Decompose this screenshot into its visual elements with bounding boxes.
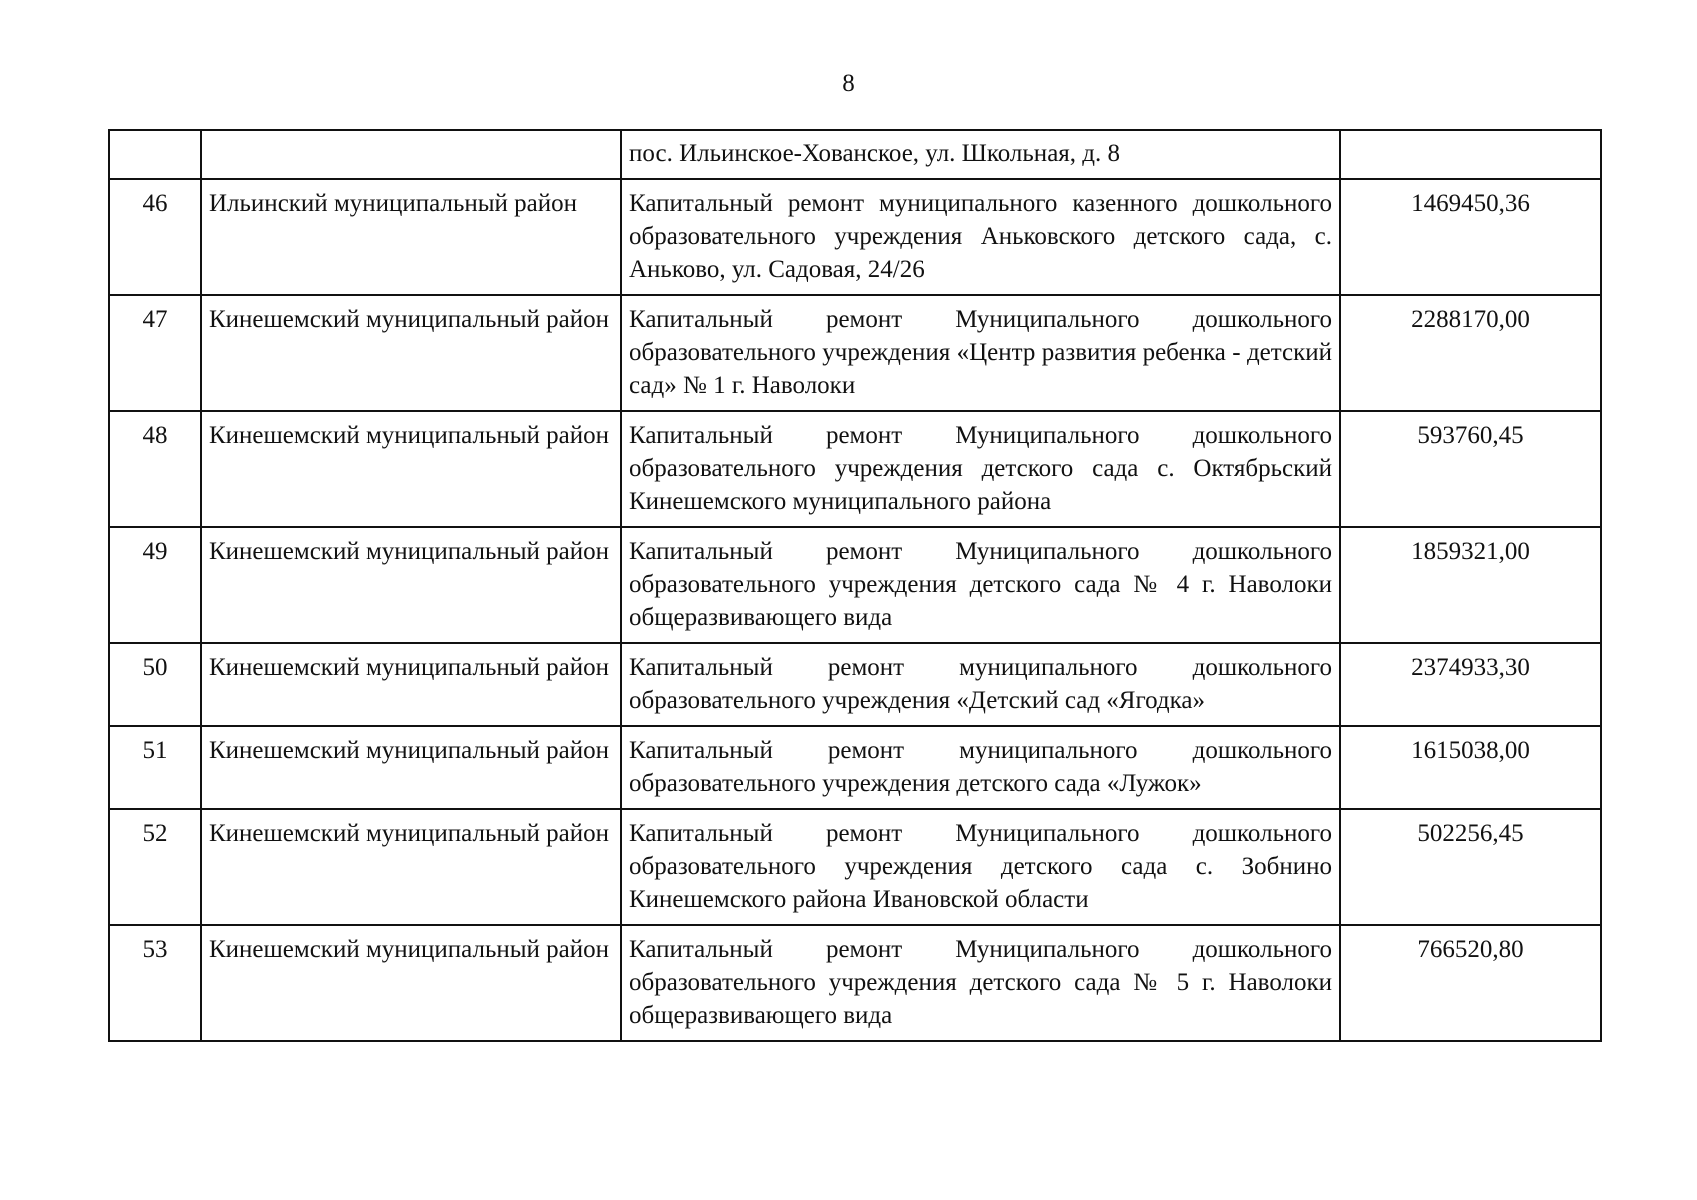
description-cell: Капитальный ремонт Муниципального дошкольного образовательного учреждения детского сада с. Октябрьский Кинешемского муниципального района — [621, 411, 1340, 527]
description-cell: Капитальный ремонт муниципального дошкольного образовательного учреждения детского сада «Лужок» — [621, 726, 1340, 809]
table-row — [109, 527, 1601, 643]
district-cell: Кинешемский муниципальный район — [201, 925, 621, 1041]
description-cell: пос. Ильинское-Хованское, ул. Школьная, д. 8 — [621, 130, 1340, 179]
amount-cell: 766520,80 — [1340, 925, 1601, 1041]
table-row — [109, 411, 1601, 527]
row-number-cell: 46 — [109, 179, 201, 295]
description-cell: Капитальный ремонт Муниципального дошкольного образовательного учреждения детского сада № 4 г. Наволоки общеразвивающего вида — [621, 527, 1340, 643]
amount-cell — [1340, 130, 1601, 179]
continuation-row — [109, 130, 1601, 179]
district-cell: Кинешемский муниципальный район — [201, 726, 621, 809]
amount-cell: 1469450,36 — [1340, 179, 1601, 295]
row-number-cell: 53 — [109, 925, 201, 1041]
row-number-cell: 52 — [109, 809, 201, 925]
row-number-cell: 49 — [109, 527, 201, 643]
row-number-cell: 51 — [109, 726, 201, 809]
amount-cell: 502256,45 — [1340, 809, 1601, 925]
row-number-cell — [109, 130, 201, 179]
description-cell: Капитальный ремонт Муниципального дошкольного образовательного учреждения детского сада № 5 г. Наволоки общеразвивающего вида — [621, 925, 1340, 1041]
amount-cell: 593760,45 — [1340, 411, 1601, 527]
district-cell: Ильинский муниципальный район — [201, 179, 621, 295]
page-number: 8 — [842, 70, 855, 97]
row-number-cell: 48 — [109, 411, 201, 527]
table-row — [109, 643, 1601, 726]
amount-cell: 1859321,00 — [1340, 527, 1601, 643]
district-cell: Кинешемский муниципальный район — [201, 643, 621, 726]
description-cell: Капитальный ремонт муниципального дошкольного образовательного учреждения «Детский сад «Ягодка» — [621, 643, 1340, 726]
district-cell: Кинешемский муниципальный район — [201, 295, 621, 411]
district-cell — [201, 130, 621, 179]
district-cell: Кинешемский муниципальный район — [201, 527, 621, 643]
table-row — [109, 726, 1601, 809]
description-cell: Капитальный ремонт муниципального казенного дошкольного образовательного учреждения Аньковского детского сада, с. Аньково, ул. Садовая, 24/26 — [621, 179, 1340, 295]
amount-cell: 2288170,00 — [1340, 295, 1601, 411]
funding-table — [108, 129, 1602, 1042]
table-row — [109, 925, 1601, 1041]
row-number-cell: 47 — [109, 295, 201, 411]
description-cell: Капитальный ремонт Муниципального дошкольного образовательного учреждения детского сада с. Зобнино Кинешемского района Ивановской области — [621, 809, 1340, 925]
district-cell: Кинешемский муниципальный район — [201, 411, 621, 527]
table-row — [109, 179, 1601, 295]
table-row — [109, 295, 1601, 411]
table-row — [109, 809, 1601, 925]
district-cell: Кинешемский муниципальный район — [201, 809, 621, 925]
row-number-cell: 50 — [109, 643, 201, 726]
amount-cell: 1615038,00 — [1340, 726, 1601, 809]
amount-cell: 2374933,30 — [1340, 643, 1601, 726]
description-cell: Капитальный ремонт Муниципального дошкольного образовательного учреждения «Центр развития ребенка - детский сад» № 1 г. Наволоки — [621, 295, 1340, 411]
